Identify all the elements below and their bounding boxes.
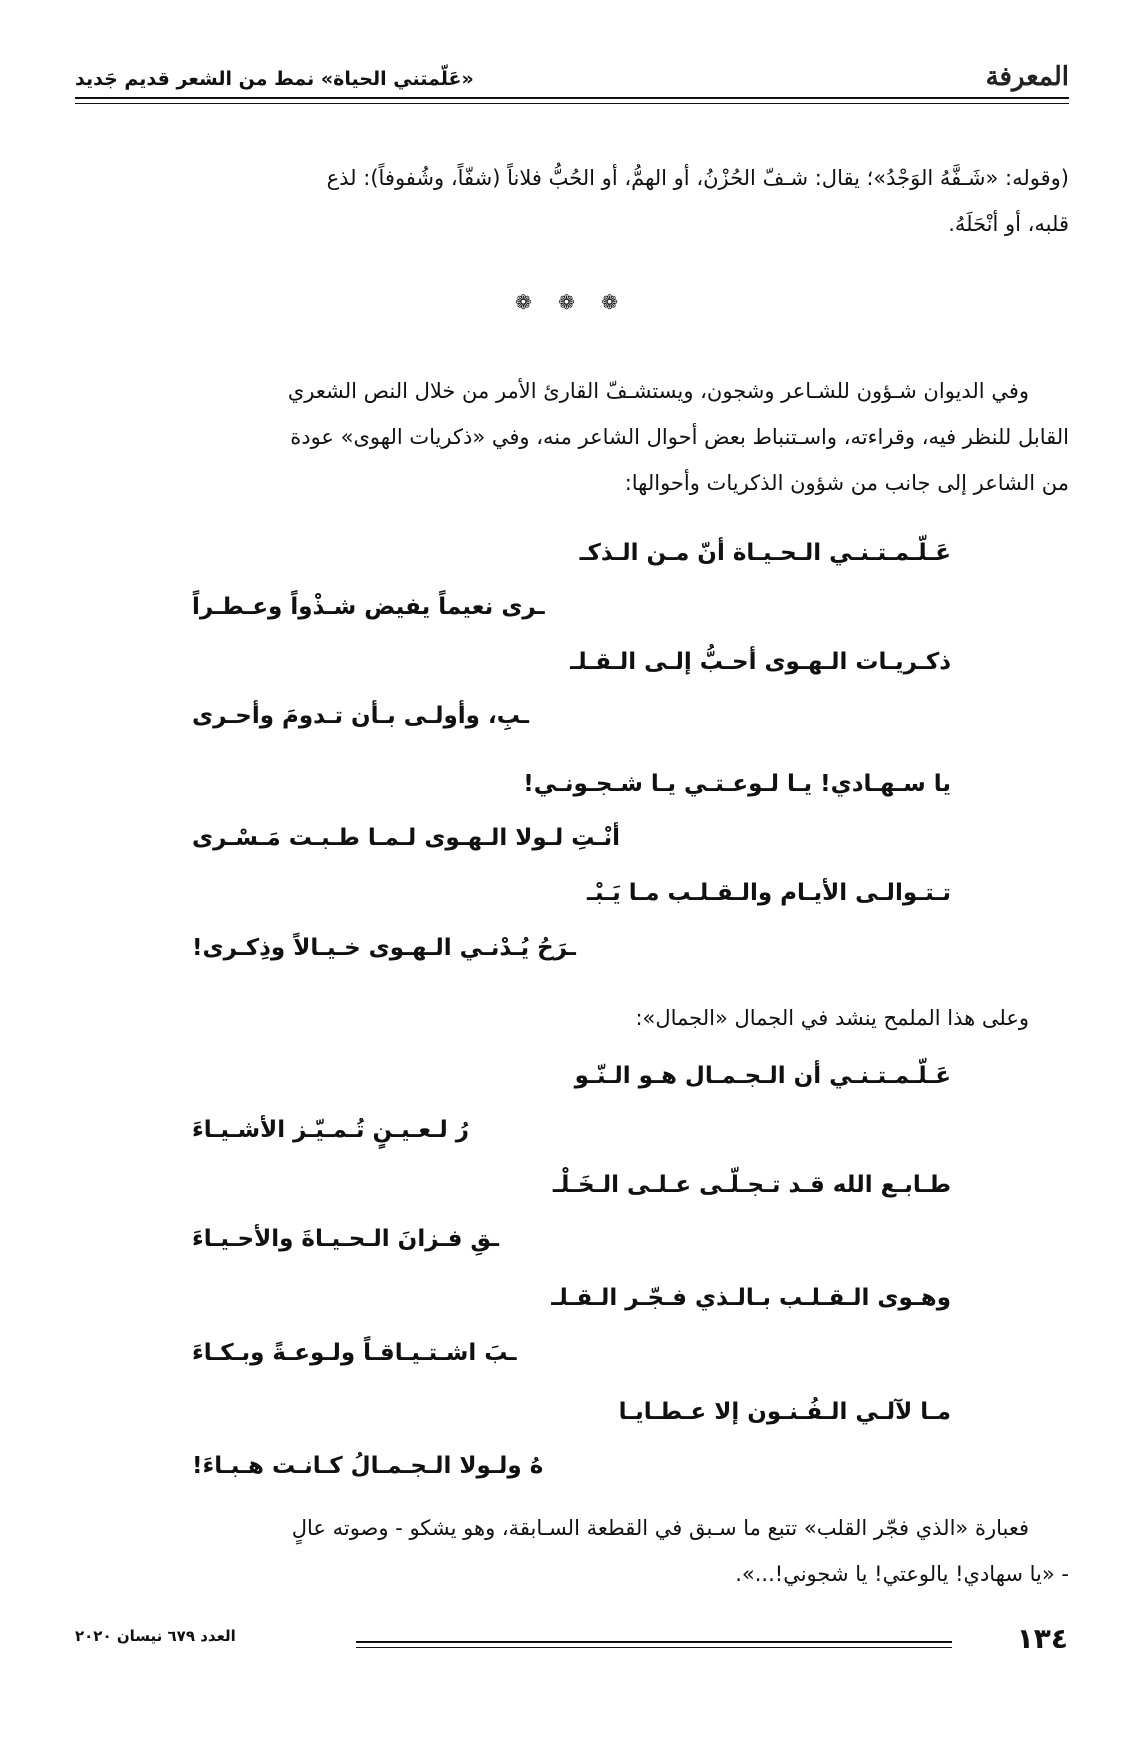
header-rule-thin xyxy=(75,103,1069,104)
verse-line: تـتـوالـى الأيـام والـقـلـب مـا يَـبْـ xyxy=(586,880,951,906)
footer-rule-thick xyxy=(356,1641,952,1643)
paragraph-line: وعلى هذا الملمح ينشد في الجمال «الجمال»: xyxy=(635,1006,1029,1030)
verse-line: أنْـتِ لـولا الـهـوى لـمـا طـبـت مَـسْـرى xyxy=(192,825,621,851)
paragraph-line: من الشاعر إلى جانب من شؤون الذكريات وأحوالها: xyxy=(624,471,1069,495)
verse-line: ـبَ اشـتـيـاقـاً ولـوعـةً وبـكـاءَ xyxy=(192,1340,517,1366)
section-separator: ❁ ❁ ❁ xyxy=(515,290,628,314)
paragraph-commentary xyxy=(75,1505,1069,1597)
paragraph-line: فعبارة «الذي فجّر القلب» تتبع ما سـبق في القطعة السـابقة، وهو يشكو - وصوته عالٍ xyxy=(291,1516,1029,1540)
running-title: «عَلّمتني الحياة» نمط من الشعر قديم جَديد xyxy=(75,68,474,90)
paragraph-intro xyxy=(75,368,1069,506)
magazine-logo: المعرفة xyxy=(985,62,1069,92)
paragraph-line: القابل للنظر فيه، وقراءته، واسـتنباط بعض أحوال الشاعر منه، وفي «ذكريات الهوى» عودة xyxy=(290,425,1069,449)
page-number: ١٣٤ xyxy=(1016,1622,1068,1655)
verse-line: رُ لـعـيـنٍ تُـمـيّـز الأشـيـاءَ xyxy=(192,1117,470,1143)
verse-line: طـابـع الله قـد تـجـلّـى عـلـى الـخَـلْـ xyxy=(552,1172,951,1198)
paragraph-line: وفي الديوان شـؤون للشـاعر وشجون، ويستشـفّ القارئ الأمر من خلال النص الشعري xyxy=(287,379,1029,403)
header-rule-thick xyxy=(75,97,1069,99)
verse-line: ـقِ فـزانَ الـحـيـاةَ والأحـيـاءَ xyxy=(192,1226,500,1252)
verse-line: عَـلّـمـتـنـي أن الـجـمـال هـو الـنّـو xyxy=(574,1063,951,1089)
verse-line: ذكـريـات الـهـوى أحـبُّ إلـى الـقـلـ xyxy=(570,649,951,675)
verse-line: هُ ولـولا الـجـمـالُ كـانـت هـبـاءَ! xyxy=(192,1453,544,1479)
verse-line: ـبِ، وأولـى بـأن تـدومَ وأحـرى xyxy=(192,703,529,729)
paragraph-definition xyxy=(75,155,1069,247)
paragraph-line: - «يا سهادي! يالوعتي! يا شجوني!...». xyxy=(735,1562,1069,1586)
verse-line: ـرَحُ يُـدْنـي الـهـوى خـيـالاً وذِكـرى! xyxy=(192,935,576,961)
footer-rule-thin xyxy=(356,1647,952,1648)
paragraph-line: (وقوله: «شَـفَّهُ الوَجْدُ»؛ يقال: شـفّ الحُزْنُ، أو الهمُّ، أو الحُبُّ فلاناً (شفّاً، وشُفوفاً): لذع xyxy=(326,166,1069,190)
verse-line: عَـلّـمـتـنـي الـحـيـاة أنّ مـن الـذكـ xyxy=(579,540,951,566)
paragraph-line: قلبه، أو أنْحَلَهُ. xyxy=(948,212,1069,236)
paragraph-beauty-intro xyxy=(75,995,1069,1041)
issue-info: العدد ٦٧٩ نيسان ٢٠٢٠ xyxy=(75,1627,236,1645)
verse-line: وهـوى الـقـلـب بـالـذي فـجّـر الـقـلـ xyxy=(551,1285,951,1311)
verse-line: ـرى نعيماً يفيض شـذْواً وعـطـراً xyxy=(192,594,545,620)
verse-line: يا سـهـادي! يـا لـوعـتـي يـا شـجـونـي! xyxy=(523,771,951,797)
verse-line: مـا لآلـي الـفُـنـون إلا عـطـايـا xyxy=(618,1399,951,1425)
